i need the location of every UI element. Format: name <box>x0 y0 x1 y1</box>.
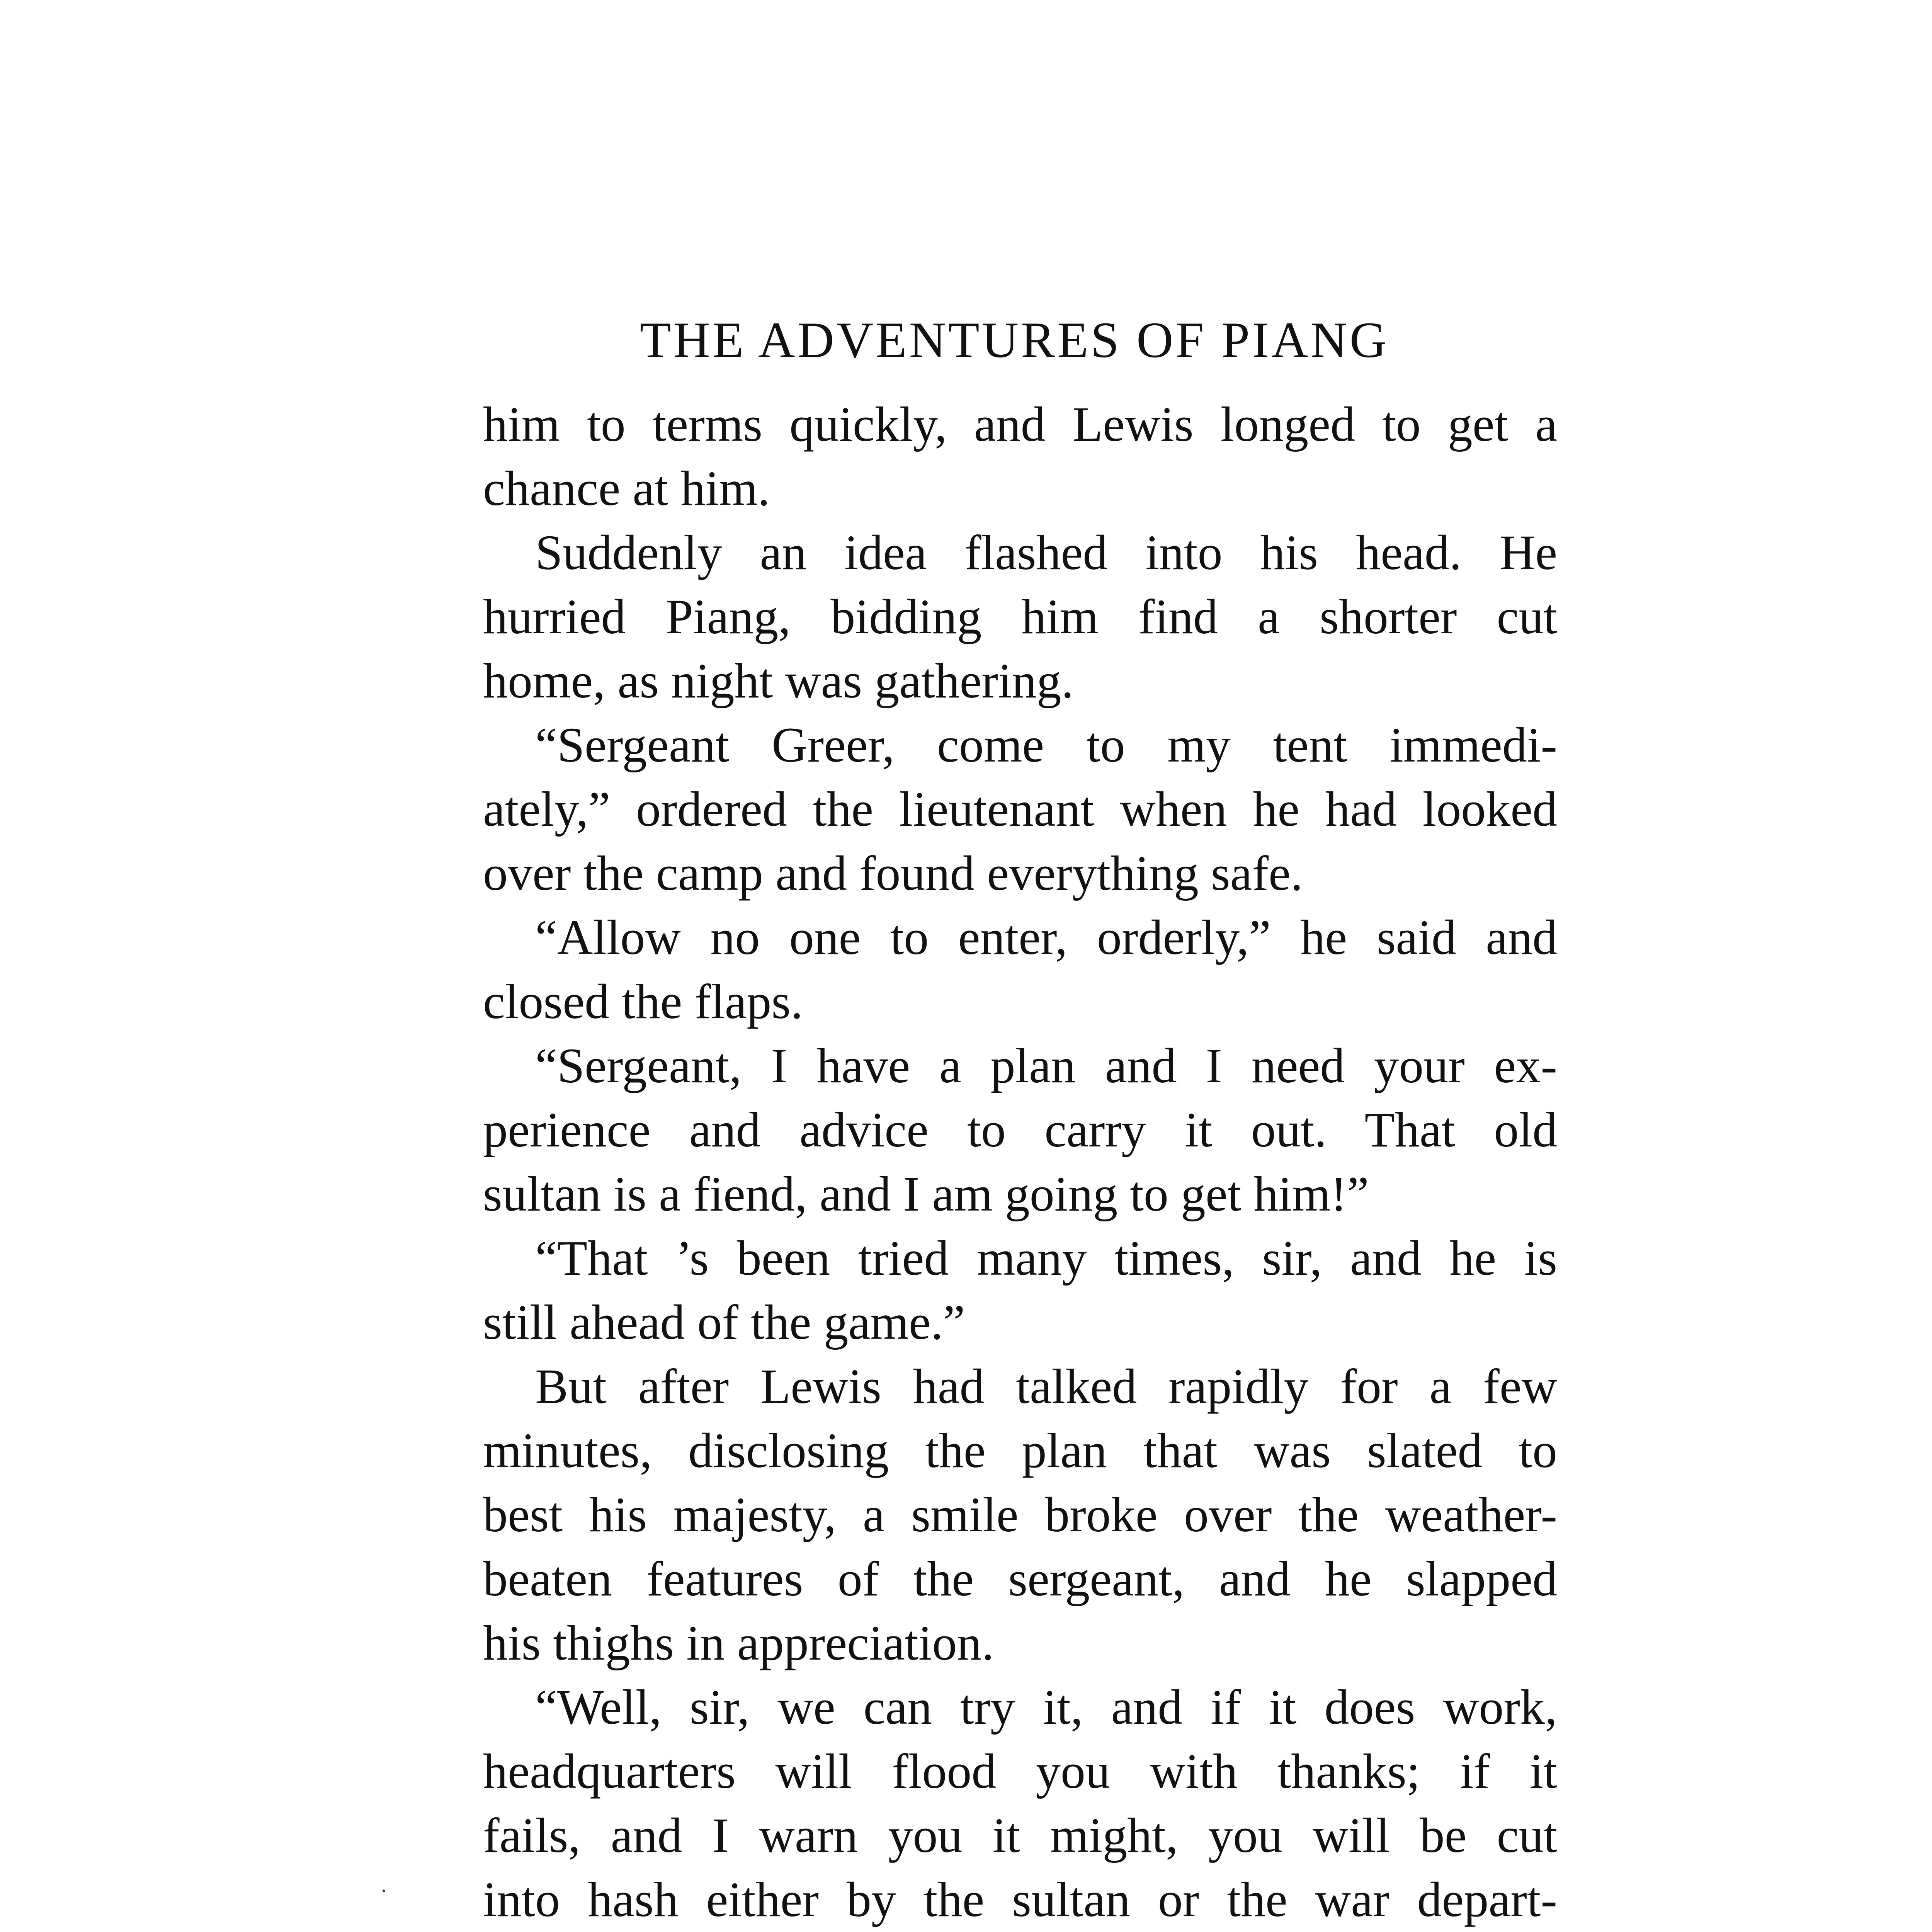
text-line: sultan is a fiend, and I am going to get him!” <box>483 1167 1369 1221</box>
body-text <box>483 392 1557 1932</box>
text-line: ately,” ordered the lieutenant when he had looked <box>483 782 1557 837</box>
text-line: him to terms quickly, and Lewis longed to get a <box>483 397 1557 452</box>
text-line: “Well, sir, we can try it, and if it does work, <box>535 1680 1557 1735</box>
text-line: still ahead of the game.” <box>483 1295 965 1350</box>
text-line: into hash either by the sultan or the war depart- <box>483 1872 1557 1927</box>
text-line: Suddenly an idea flashed into his head. He <box>535 525 1557 580</box>
text-line: “Sergeant Greer, come to my tent immedi- <box>535 718 1557 772</box>
running-head: THE ADVENTURES OF PIANG <box>639 311 1389 368</box>
text-line: over the camp and found everything safe. <box>483 846 1303 901</box>
text-line: fails, and I warn you it might, you will be cut <box>483 1808 1557 1863</box>
text-line: perience and advice to carry it out. That old <box>483 1102 1557 1157</box>
text-line: home, as night was gathering. <box>483 653 1074 708</box>
text-line: closed the flaps. <box>483 974 803 1029</box>
text-line: “Allow no one to enter, orderly,” he said and <box>535 910 1557 965</box>
text-line: his thighs in appreciation. <box>483 1616 994 1670</box>
text-line: minutes, disclosing the plan that was slated to <box>483 1423 1557 1478</box>
scan-speck <box>383 1889 385 1892</box>
text-line: best his majesty, a smile broke over the weather- <box>483 1487 1557 1542</box>
text-line: chance at him. <box>483 461 770 516</box>
text-line: But after Lewis had talked rapidly for a few <box>535 1359 1557 1414</box>
text-line: “Sergeant, I have a plan and I need your ex- <box>535 1038 1557 1093</box>
text-line: hurried Piang, bidding him find a shorter cut <box>483 589 1557 644</box>
text-line: beaten features of the sergeant, and he slapped <box>483 1551 1557 1606</box>
text-line: headquarters will flood you with thanks; if it <box>483 1744 1557 1799</box>
text-line: “That ’s been tried many times, sir, and he is <box>535 1231 1557 1286</box>
